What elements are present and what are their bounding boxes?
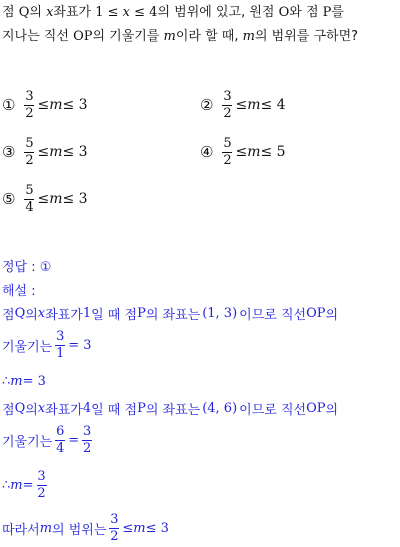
option-math: ≤ 5: [260, 144, 286, 161]
var-m: m: [49, 97, 63, 114]
q2-text: 의 기울기를: [92, 29, 164, 44]
var-m: m: [133, 520, 146, 536]
option-number: ④: [200, 143, 214, 162]
q1-text: 와 점: [289, 5, 323, 20]
explanation-line-1: [2, 304, 338, 323]
question-line-2: [2, 30, 358, 43]
option-3[interactable]: [2, 137, 88, 167]
question-line-1: [2, 6, 344, 19]
denominator: 2: [110, 528, 119, 544]
q2-text: 지나는 직선: [2, 29, 74, 44]
point-o: O: [278, 5, 290, 20]
explanation-line-4: [2, 399, 338, 418]
option-5[interactable]: [2, 184, 88, 214]
explanation-line-6: [2, 470, 50, 500]
option-number: ①: [2, 96, 16, 115]
option-2[interactable]: [200, 90, 286, 120]
option-math: ≤ 3: [62, 97, 88, 114]
fraction: [222, 90, 232, 120]
option-4[interactable]: [200, 137, 286, 167]
denominator: 2: [25, 152, 34, 168]
exp-text: 이므로 직선: [239, 308, 307, 323]
denominator: 2: [223, 105, 232, 121]
denominator: 2: [83, 440, 92, 456]
exp-text: 점: [2, 403, 15, 418]
fraction: [82, 425, 92, 455]
var-m: m: [49, 144, 63, 161]
exp-text: 의 범위는: [52, 522, 107, 538]
q2-text: 이라 할 때,: [175, 29, 243, 44]
denominator: 1: [56, 345, 65, 361]
option-math: ≤: [37, 144, 50, 161]
var-x: x: [46, 5, 54, 20]
option-math: ≤: [37, 191, 50, 208]
option-math: ≤ 3: [62, 191, 88, 208]
var-x: x: [37, 306, 46, 321]
exp-text: 기울기는: [2, 339, 53, 355]
coordinate: (1, 3): [202, 306, 238, 321]
option-number: ③: [2, 143, 16, 162]
denominator: 2: [25, 105, 34, 121]
q1-text: 의: [29, 5, 47, 20]
therefore-symbol: ∴: [2, 374, 11, 389]
numerator: 3: [223, 89, 232, 104]
point-q: Q: [18, 5, 30, 20]
denominator: 4: [25, 199, 34, 215]
var-m: m: [49, 191, 63, 208]
exp-text: 기울기는: [2, 434, 53, 450]
option-math: ≤ 4: [260, 97, 286, 114]
equals-sign: =: [68, 432, 80, 448]
explanation-label: 해설 :: [2, 284, 36, 299]
point-q: Q: [14, 401, 26, 416]
fraction: [222, 137, 232, 167]
numerator: 5: [25, 183, 34, 198]
exp-text: 좌표가: [45, 308, 83, 323]
denominator: 2: [37, 485, 46, 501]
q2-text: 의 범위를 구하면?: [254, 29, 359, 44]
numerator: 3: [37, 469, 46, 484]
var-m: m: [247, 144, 261, 161]
exp-text: 의: [325, 403, 339, 418]
exp-text: 의 좌표는: [145, 308, 201, 323]
var-m: m: [247, 97, 261, 114]
point-p: P: [137, 306, 146, 321]
denominator: 2: [223, 152, 232, 168]
q1-text: 를: [331, 5, 344, 20]
var-m: m: [163, 29, 176, 44]
exp-math: =: [22, 477, 34, 493]
fraction: [55, 330, 65, 360]
coordinate: (4, 6): [202, 401, 238, 416]
option-number: ⑤: [2, 190, 16, 209]
numerator: 3: [56, 329, 65, 344]
numerator: 5: [25, 136, 34, 151]
var-m: m: [10, 374, 23, 389]
point-q: Q: [14, 306, 26, 321]
exp-math: = 3: [68, 337, 92, 353]
explanation-line-3: [2, 374, 46, 389]
fraction: [24, 137, 34, 167]
line-op: OP: [73, 29, 93, 44]
answer-label: 정답 : ①: [2, 260, 52, 275]
fraction: [24, 184, 34, 214]
numerator: 6: [56, 424, 65, 439]
exp-text: 의: [25, 308, 38, 323]
q1-text: 좌표가: [53, 5, 96, 20]
var-m: m: [10, 477, 23, 493]
exp-text: 의: [325, 308, 339, 323]
exp-math: = 3: [22, 374, 46, 389]
point-p: P: [137, 401, 146, 416]
var-x: x: [37, 401, 46, 416]
q1-text: 의 범위에 있고, 원점: [157, 5, 279, 20]
exp-math: ≤: [122, 520, 134, 536]
numerator: 3: [110, 512, 119, 527]
option-number: ②: [200, 96, 214, 115]
numerator: 5: [223, 136, 232, 151]
exp-text: 의 좌표는: [145, 403, 201, 418]
fraction: [37, 470, 47, 500]
var-m: m: [242, 29, 255, 44]
point-p: P: [322, 5, 332, 20]
therefore-symbol: ∴: [2, 477, 11, 493]
option-math: ≤ 3: [62, 144, 88, 161]
numerator: 3: [83, 424, 92, 439]
option-1[interactable]: [2, 90, 88, 120]
exp-text: 의: [25, 403, 38, 418]
var-x: x: [122, 5, 131, 20]
q1-text: 점: [2, 5, 19, 20]
exp-math: 1: [82, 306, 92, 321]
option-math: ≤: [37, 97, 50, 114]
explanation-conclusion: [2, 513, 169, 543]
exp-text: 따라서: [2, 522, 40, 538]
line-op: OP: [306, 401, 326, 416]
option-math: ≤: [235, 97, 248, 114]
fraction: [109, 513, 119, 543]
option-math: ≤: [235, 144, 248, 161]
exp-text: 일 때 점: [91, 308, 138, 323]
exp-text: 이므로 직선: [239, 403, 307, 418]
q1-math: 1 ≤: [95, 5, 123, 20]
denominator: 4: [56, 440, 65, 456]
line-op: OP: [306, 306, 326, 321]
var-m: m: [39, 520, 53, 536]
fraction: [24, 90, 34, 120]
q1-math: ≤ 4: [130, 5, 158, 20]
exp-math: ≤ 3: [145, 520, 169, 536]
exp-math: 4: [82, 401, 92, 416]
fraction: [55, 425, 65, 455]
exp-text: 점: [2, 308, 15, 323]
explanation-line-2: [2, 330, 92, 360]
explanation-line-5: [2, 425, 95, 455]
numerator: 3: [25, 89, 34, 104]
exp-text: 일 때 점: [91, 403, 138, 418]
exp-text: 좌표가: [45, 403, 83, 418]
